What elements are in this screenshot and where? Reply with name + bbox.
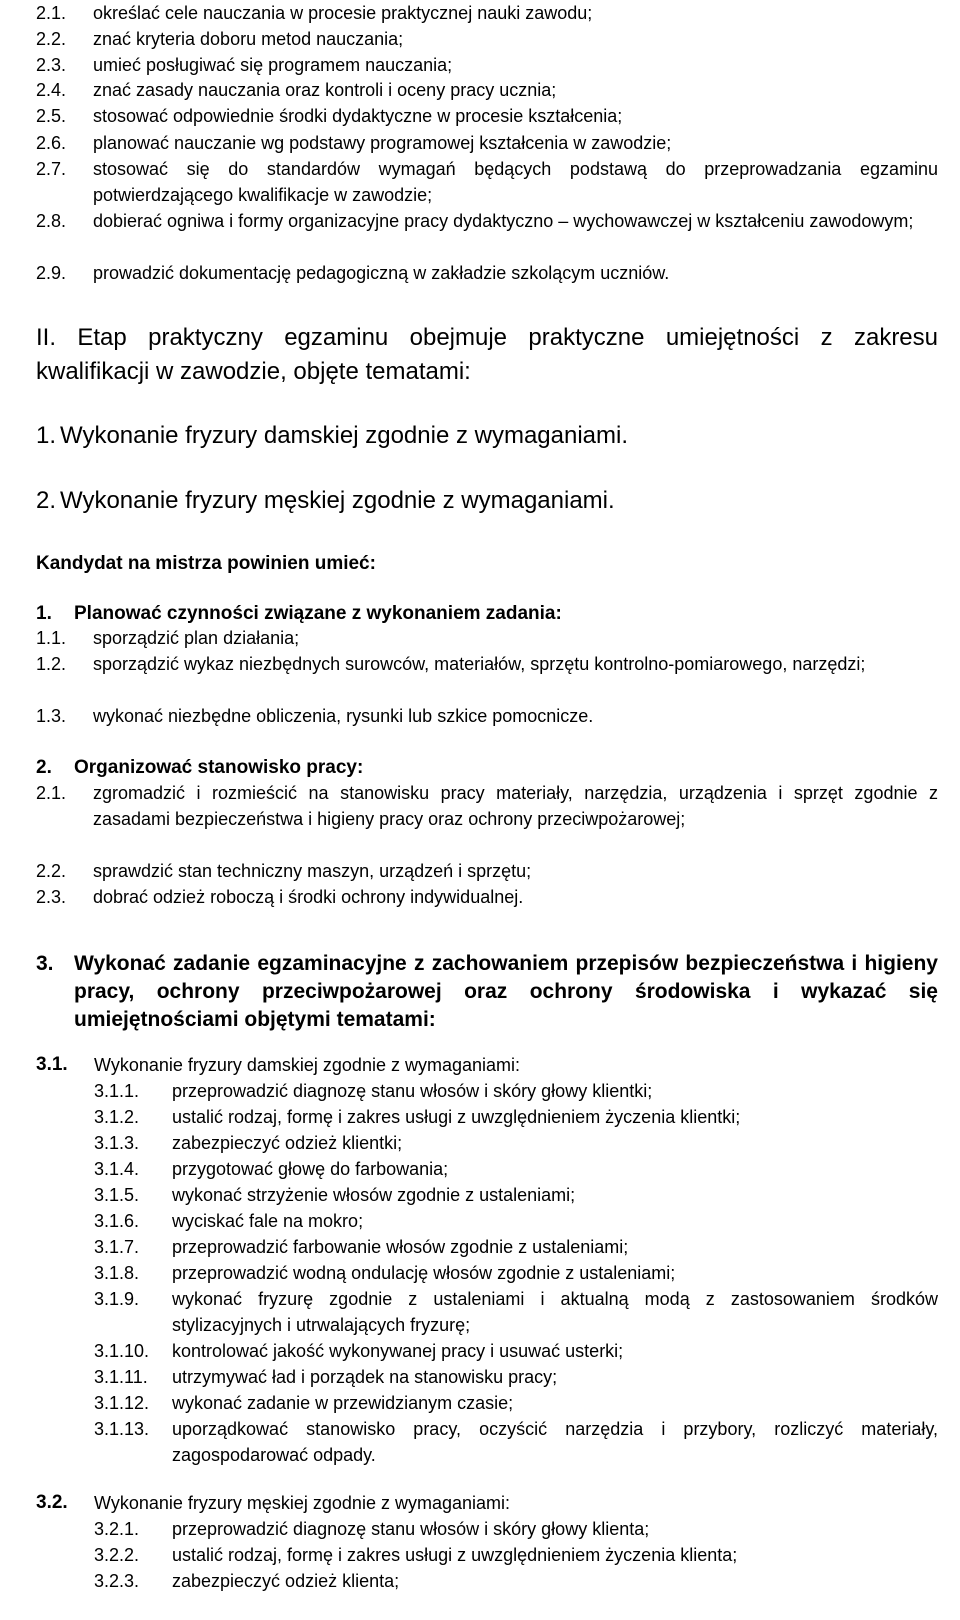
sub-number: 3.1. (36, 1054, 68, 1075)
item-number: 2.3. (36, 887, 67, 907)
list-item (36, 858, 938, 884)
item-number: 2.2. (36, 861, 67, 881)
sub-number: 3.2. (36, 1492, 68, 1513)
item-text: wykonać fryzurę zgodnie z ustaleniami i aktualną modą z zastosowaniem środków stylizacyjnych i utrwalających fryzurę; (172, 1289, 938, 1335)
item-number: 2.3. (36, 55, 67, 75)
item-number: 3.1.3. (94, 1133, 140, 1153)
list-item (94, 1130, 938, 1156)
item-text: dobierać ogniwa i formy organizacyjne pracy dydaktyczno – wychowawczej w kształceniu zawodowym; (93, 211, 914, 231)
skill-number: 2. (36, 757, 52, 778)
list-item (36, 77, 938, 103)
list-item (36, 625, 938, 651)
item-text: stosować się do standardów wymagań będących podstawą do przeprowadzania egzaminu potwierdzającego kwalifikacje w zawodzie; (93, 159, 938, 205)
list-item (36, 651, 938, 677)
item-number: 3.2.1. (94, 1519, 140, 1539)
item-text: dobrać odzież roboczą i środki ochrony indywidualnej. (93, 887, 524, 907)
item-number: 1.3. (36, 706, 67, 726)
topic-text: Wykonanie fryzury damskiej zgodnie z wymaganiami. (60, 422, 629, 449)
item-number: 3.1.9. (94, 1289, 140, 1309)
item-number: 3.2.3. (94, 1571, 140, 1591)
item-text: ustalić rodzaj, formę i zakres usługi z uwzględnieniem życzenia klientki; (172, 1107, 741, 1127)
item-text: umieć posługiwać się programem nauczania; (93, 55, 453, 75)
list-item (94, 1416, 938, 1468)
list-item (94, 1568, 938, 1594)
item-number: 2.1. (36, 3, 67, 23)
list-item (36, 26, 938, 52)
list-item (94, 1390, 938, 1416)
sub-heading (36, 1490, 938, 1516)
topic-number: 1. (36, 422, 57, 449)
item-number: 3.1.13. (94, 1419, 150, 1439)
item-number: 3.1.8. (94, 1263, 140, 1283)
item-text: wykonać zadanie w przewidzianym czasie; (172, 1393, 514, 1413)
item-text: wyciskać fale na mokro; (172, 1211, 364, 1231)
sub-heading (36, 1052, 938, 1078)
item-text: znać zasady nauczania oraz kontroli i oceny pracy ucznia; (93, 80, 557, 100)
stage-two-paragraph (36, 321, 938, 389)
item-text: planować nauczanie wg podstawy programowej kształcenia w zawodzie; (93, 133, 672, 153)
list-item (94, 1516, 938, 1542)
list-item (36, 884, 938, 910)
list-item (94, 1286, 938, 1338)
stage-two-text: II. Etap praktyczny egzaminu obejmuje praktyczne umiejętności z zakresu kwalifikacji w zawodzie, objęte tematami: (36, 324, 938, 385)
list-item (94, 1078, 938, 1104)
item-text: wykonać strzyżenie włosów zgodnie z ustaleniami; (172, 1185, 576, 1205)
list-item (36, 0, 938, 26)
skill-number: 1. (36, 603, 52, 624)
list-item (36, 156, 938, 208)
item-number: 3.1.11. (94, 1367, 148, 1387)
list-item (94, 1156, 938, 1182)
list-item (94, 1208, 938, 1234)
skill-number: 3. (36, 952, 54, 975)
item-number: 2.5. (36, 106, 67, 126)
item-text: zgromadzić i rozmieścić na stanowisku pracy materiały, narzędzia, urządzenia i sprzęt zgodnie z zasadami bezpieczeństwa i higieny pracy oraz ochrony przeciwpożarowej; (93, 783, 938, 829)
item-text: wykonać niezbędne obliczenia, rysunki lub szkice pomocnicze. (93, 706, 594, 726)
list-item (36, 780, 938, 832)
item-text: uporządkować stanowisko pracy, oczyścić narzędzia i przybory, rozliczyć materiały, zagospodarować odpady. (172, 1419, 938, 1465)
topic-number: 2. (36, 487, 57, 514)
list-item (36, 703, 938, 729)
list-item (94, 1104, 938, 1130)
skill-heading (36, 754, 938, 782)
item-number: 2.2. (36, 29, 67, 49)
list-item (94, 1260, 938, 1286)
item-text: ustalić rodzaj, formę i zakres usługi z uwzględnieniem życzenia klienta; (172, 1545, 738, 1565)
item-text: utrzymywać ład i porządek na stanowisku pracy; (172, 1367, 558, 1387)
item-text: sprawdzić stan techniczny maszyn, urządzeń i sprzętu; (93, 861, 532, 881)
skill-title: Wykonać zadanie egzaminacyjne z zachowaniem przepisów bezpieczeństwa i higieny pracy, ochrony przeciwpożarowej oraz ochrony środowiska i wykazać się umiejętnościami objętymi tematami: (74, 952, 938, 1031)
item-text: kontrolować jakość wykonywanej pracy i usuwać usterki; (172, 1341, 624, 1361)
item-text: sporządzić wykaz niezbędnych surowców, materiałów, sprzętu kontrolno-pomiarowego, narzędzi; (93, 654, 866, 674)
skill-heading (36, 600, 938, 628)
item-number: 2.4. (36, 80, 67, 100)
item-text: znać kryteria doboru metod nauczania; (93, 29, 404, 49)
list-item (94, 1182, 938, 1208)
item-number: 3.2.2. (94, 1545, 140, 1565)
topic-text: Wykonanie fryzury męskiej zgodnie z wymaganiami. (60, 487, 615, 514)
list-item (94, 1338, 938, 1364)
item-number: 2.1. (36, 783, 67, 803)
item-number: 3.1.10. (94, 1341, 150, 1361)
item-number: 2.8. (36, 211, 67, 231)
sub-title: Wykonanie fryzury męskiej zgodnie z wymaganiami: (94, 1493, 510, 1513)
list-item (36, 130, 938, 156)
item-number: 3.1.2. (94, 1107, 140, 1127)
item-number: 3.1.12. (94, 1393, 150, 1413)
item-number: 1.1. (36, 628, 67, 648)
skill-title: Planować czynności związane z wykonaniem zadania: (74, 603, 562, 624)
item-text: sporządzić plan działania; (93, 628, 300, 648)
candidate-heading: Kandydat na mistrza powinien umieć: (36, 553, 376, 574)
item-text: prowadzić dokumentację pedagogiczną w zakładzie szkolącym uczniów. (93, 263, 670, 283)
list-item (94, 1234, 938, 1260)
item-number: 2.7. (36, 159, 67, 179)
item-text: zabezpieczyć odzież klientki; (172, 1133, 403, 1153)
sub-title: Wykonanie fryzury damskiej zgodnie z wymaganiami: (94, 1055, 521, 1075)
item-text: zabezpieczyć odzież klienta; (172, 1571, 400, 1591)
item-text: przeprowadzić wodną ondulację włosów zgodnie z ustaleniami; (172, 1263, 676, 1283)
item-text: stosować odpowiednie środki dydaktyczne w procesie kształcenia; (93, 106, 623, 126)
skill-title: Organizować stanowisko pracy: (74, 757, 364, 778)
item-number: 2.9. (36, 263, 67, 283)
item-number: 3.1.6. (94, 1211, 140, 1231)
item-number: 1.2. (36, 654, 67, 674)
topic-item (36, 484, 938, 518)
item-text: przeprowadzić farbowanie włosów zgodnie z ustaleniami; (172, 1237, 629, 1257)
item-text: przeprowadzić diagnozę stanu włosów i skóry głowy klientki; (172, 1081, 653, 1101)
list-item (36, 103, 938, 129)
skill-heading (36, 950, 938, 1034)
list-item (94, 1364, 938, 1390)
list-item (36, 260, 938, 286)
item-number: 3.1.7. (94, 1237, 140, 1257)
item-number: 2.6. (36, 133, 67, 153)
item-text: przeprowadzić diagnozę stanu włosów i skóry głowy klienta; (172, 1519, 650, 1539)
topic-item (36, 419, 938, 453)
item-number: 3.1.5. (94, 1185, 140, 1205)
list-item (94, 1542, 938, 1568)
item-text: przygotować głowę do farbowania; (172, 1159, 449, 1179)
list-item (36, 52, 938, 78)
list-item (36, 208, 938, 234)
item-number: 3.1.4. (94, 1159, 140, 1179)
item-number: 3.1.1. (94, 1081, 140, 1101)
item-text: określać cele nauczania w procesie praktycznej nauki zawodu; (93, 3, 593, 23)
